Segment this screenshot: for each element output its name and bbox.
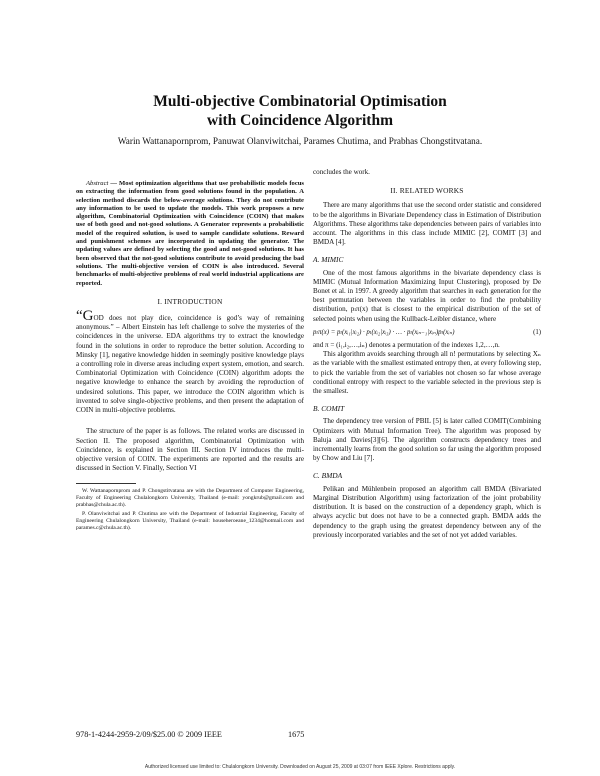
subsection-heading-bmda: C. BMDA [313,471,343,481]
equation-body: pₗπ(x) = pₗ(xᵢ₁|xᵢ₂) · pₗ(xᵢ₂|xᵢ₃) · … · pₗ(xᵢₙ₋₁|xᵢₙ)pₗ(xᵢₙ) [313,328,455,336]
footnote-2: P. Olanviwitchai and P. Chutima are with the Department of Industrial Engineering, Faculty of Engineering Chulalongkorn University, Thailand (e-mail: househeroeane_1234@hotmail.com and parames.c@chula.ac.th). [76,511,304,532]
page-number: 1675 [288,730,305,739]
mimic-paragraph-1: One of the most famous algorithms in the bivariate dependency class is MIMIC (Mutual Information Maximizing Input Clustering), proposed by De Bonet et al. in 1997. A greedy algorithm that searches in each generation for the best permutation between the variables in order to find the probability distribution, pₗπ(x) that is closest to the empirical distribution of the set of selected points when using the Kullback-Leibler distance, where [313,268,541,323]
paper-title [0,92,600,130]
related-paragraph-1: There are many algorithms that use the second order statistic and considered to be the algorithms in Bivariate Dependency class in Estimation of Distribution Algorithms. These algorithms take dependencies between pairs of variables into account. The algorithms in this class include MIMIC [2], COMIT [3] and BMDA [4]. [313,201,541,247]
isbn-copyright: 978-1-4244-2959-2/09/$25.00 © 2009 IEEE [76,730,222,739]
abstract-body: — Most optimization algorithms that use probabilistic models focus on extracting the information from good solutions found in the population. A selection method discards the below-average solutions. They do not contribute any information to be used to update the models. This work proposes a new algorithm, Combinatorial Optimization with Coincidence (COIN) that makes use of both good and not-good solutions. A Generator represents a probabilistic model of the required solution, is used to sample candidate solutions. Reward and punishment schemes are incorporated in updating the generator. The updating values are defined by selecting the good and not-good solutions. It has been observed that the not-good solutions contribute to avoid producing the bad solutions. The multi-objective version of COIN is also introduced. Several benchmarks of multi-objective problems of real world industrial applications are reported. [76,180,304,287]
title-line-2: with Coincidence Algorithm [207,112,393,129]
left-column [76,180,304,534]
conclusion-continued: concludes the work. [313,168,370,176]
title-line-1: Multi-objective Combinatorial Optimisation [153,93,447,110]
footnote-1: W. Wattanapornprom and P. Chongstitvatana are with the Department of Computer Engineering, Faculty of Engineering Chulalongkorn University, Thailand (e-mail: yongkrub@gmail.com and prabhas@chula.ac.th). [76,488,304,509]
subsection-heading-mimic: A. MIMIC [313,255,344,265]
section-heading-related-works: II. RELATED WORKS [390,186,464,196]
abstract [76,180,304,288]
intro-paragraph-1 [76,308,304,415]
intro-paragraph-2: The structure of the paper is as follows. The related works are discussed in Section II. The proposed algorithm, Combinatorial Optimization with Coincidence, is explained in Section III. Section IV introduces the multi-objective version of COIN. The experiments are reported and the results are discussed in Section V. Finally, Section VI [76,427,304,473]
comit-paragraph-1: The dependency tree version of PBIL [5] is later called COMIT(Combining Optimizers with Mutual Information Tree). The algorithm was proposed by Baluja and Davies[3][6]. The algorithm constructs dependency trees and incrementally learns from the good solution so far using the algorithm proposed by Chow and Liu [7]. [313,417,541,463]
right-column [313,168,541,540]
equation-1 [313,328,541,337]
abstract-label: Abstract [86,180,109,187]
equation-number: (1) [533,328,541,336]
drop-cap: “G [76,308,94,325]
author-list: Warin Wattanapornprom, Panuwat Olanviwitchai, Parames Chutima, and Prabhas Chongstitvatana. [117,136,483,146]
license-notice: Authorized licensed use limited to: Chulalongkorn University. Downloaded on August 25, 2009 at 03:07 from IEEE Xplore. Restrictions apply. [144,764,456,770]
intro-paragraph-1-text: OD does not play dice, coincidence is god’s way of remaining anonymous.” – Albert Einstein has left challenge to solve the mysteries of the coincidences in the universe. EDA algorithms try to extract the knowledge found in the solutions in order to reproduce the better solution. According to Minsky [1], negative knowledge hidden in seemingly positive knowledge plays a controlling role in diverse areas including expert system, emotion, and search. Combinatorial Optimization with Coincidence (COIN) algorithm adopts the negative knowledge to enhance the search by avoiding the reproduction of undesired solutions. This paper, we introduce the COIN algorithm which is invented to solve single-objective problems, and then present the adaptation of COIN in multi-objective problems. [76,314,304,415]
mimic-paragraph-2: and π = (i₁,i₂,…,iₙ) denotes a permutation of the indexes 1,2,…,n. [313,341,500,350]
bmda-paragraph-1: Pelikan and Mühlenbein proposed an algorithm call BMDA (Bivariated Marginal Distribution Algorithm) using factorization of the joint probability distribution. It is based on the construction of a dependency graph, which is always acyclic but does not have to be a connected graph. BMDA adds the dependency to the graph using the greatest dependency between any of the previously incorporated variables and the set of not yet added variables. [313,484,541,539]
section-heading-introduction: I. INTRODUCTION [157,296,223,306]
mimic-paragraph-3: This algorithm avoids searching through all n! permutations by selecting Xₙ as the variable with the smallest estimated entropy then, at every following step, to pick the variable from the set of variables not chosen so far whose average conditional entropy with respect to the variable selected in the previous step is the smallest. [313,350,541,396]
subsection-heading-comit: B. COMIT [313,404,345,414]
footnote-divider [76,483,136,484]
